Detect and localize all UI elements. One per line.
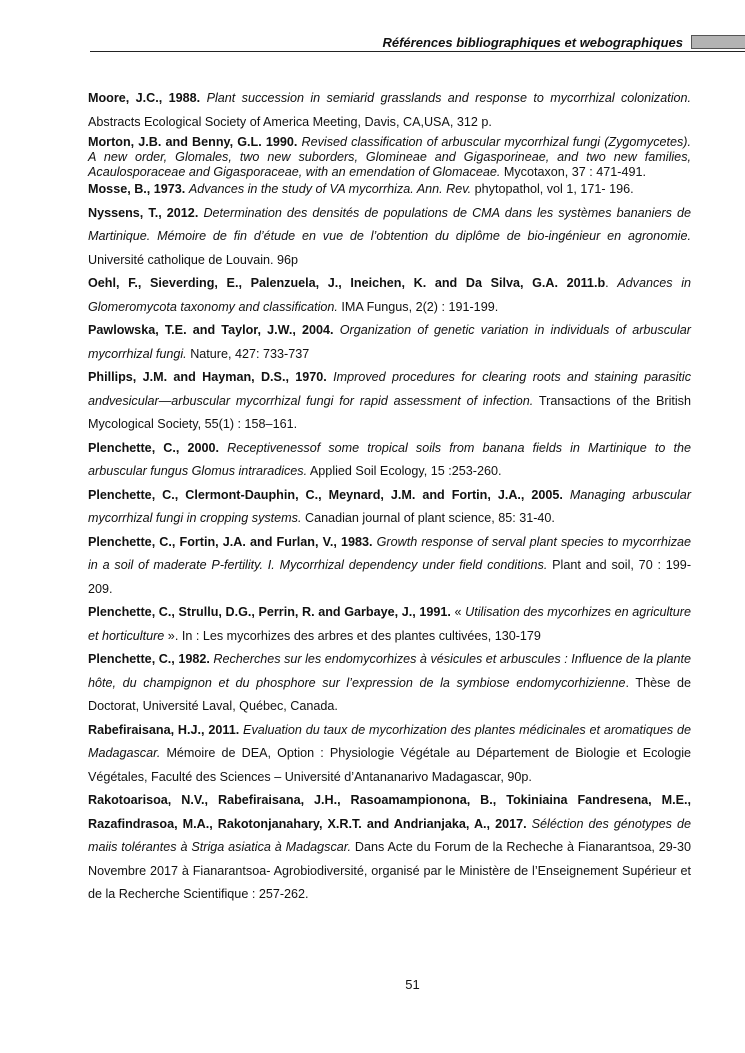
reference-entry <box>88 789 691 907</box>
reference-source: In : Les mycorhizes des arbres et des plantes cultivées, 130-179 <box>181 628 541 643</box>
reference-entry <box>88 202 691 273</box>
reference-authors: Pawlowska, T.E. and Taylor, J.W., 2004. <box>88 323 334 337</box>
reference-title-end: . <box>625 675 636 690</box>
reference-list <box>88 87 691 907</box>
reference-title: Improved procedures for clearing roots and staining parasitic andvesicular—arbuscular mycorrhizal fungi for rapid assessment of infection. <box>88 370 692 408</box>
reference-entry <box>88 531 691 602</box>
reference-authors: Plenchette, C., Fortin, J.A. and Furlan, V., 1983. <box>88 534 373 549</box>
reference-source: Canadian journal of plant science, 85: 31-40. <box>304 511 555 525</box>
reference-source: Mycotaxon, 37 : 471-491. <box>503 165 646 179</box>
reference-source: Mémoire de DEA, Option : Physiologie Végétale au Département de Biologie et Ecologie Végétales, Faculté des Sciences – Université d’Antananarivo Madagascar, 90p. <box>88 746 692 784</box>
reference-title: Receptivenessof some tropical soils from banana fields in Martinique to the arbuscular fungus Glomus intraradices. <box>88 440 692 478</box>
reference-authors: Plenchette, C., 1982. <box>88 652 210 666</box>
reference-entry <box>88 135 691 180</box>
reference-quote-close: ». <box>164 628 182 643</box>
reference-authors: Oehl, F., Sieverding, E., Palenzuela, J., Ineichen, K. and Da Silva, G.A. 2011.b <box>88 276 606 290</box>
reference-source: Dans Acte du Forum de la Recheche à Fianarantsoa, 29-30 Novembre 2017 à Fianarantsoa- Agrobiodiversité, organisé par le Ministère de l’Enseignement Supérieur et de la Recherche Scientifique : 257-262. <box>88 840 691 901</box>
reference-title: Determination des densités de populations de CMA dans les systèmes bananiers de Martinique. Mémoire de fin d’étude en vue de l’obtention du diplôme de bio-ingénieur en agronomie. <box>88 205 692 243</box>
header-tab-decoration <box>691 35 745 49</box>
page-number: 51 <box>405 977 420 992</box>
reference-authors: Phillips, J.M. and Hayman, D.S., 1970. <box>88 370 327 384</box>
reference-title: Evaluation du taux de mycorhization des plantes médicinales et aromatiques de Madagascar. <box>88 722 691 760</box>
reference-source: Applied Soil Ecology, 15 :253-260. <box>309 464 502 478</box>
reference-source: phytopathol, vol 1, 171- 196. <box>474 182 634 196</box>
reference-entry <box>88 87 691 134</box>
reference-entry <box>88 319 691 366</box>
reference-entry <box>88 648 691 719</box>
reference-entry <box>88 272 691 319</box>
reference-source: Abstracts Ecological Society of America Meeting, Davis, CA,USA, 312 p. <box>88 114 492 129</box>
reference-source: IMA Fungus, 2(2) : 191-199. <box>341 299 499 314</box>
reference-entry <box>88 178 691 202</box>
reference-title: Utilisation des mycorhizes en agriculture et horticulture <box>88 605 691 643</box>
reference-quote-open: « <box>454 605 466 619</box>
reference-authors: Plenchette, C., Clermont-Dauphin, C., Meynard, J.M. and Fortin, J.A., 2005. <box>88 487 563 502</box>
reference-entry <box>88 484 691 531</box>
reference-source: Transactions of the British Mycological Society, 55(1) : 158–161. <box>88 393 691 431</box>
reference-title: Organization of genetic variation in individuals of arbuscular mycorrhizal fungi. <box>88 323 692 361</box>
reference-source: Plant and soil, 70 : 199-209. <box>88 558 692 596</box>
reference-entry <box>88 719 691 790</box>
header-title: Références bibliographiques et webographiques <box>382 35 683 50</box>
reference-title: Recherches sur les endomycorhizes à vésicules et arbuscules : Influence de la plante hôte, du champignon et du phosphore sur l’expression de la symbiose endomycorhizienne <box>88 652 692 690</box>
reference-authors: Nyssens, T., 2012. <box>88 205 199 220</box>
reference-authors: Rabefiraisana, H.J., 2011. <box>88 722 240 737</box>
reference-authors: Mosse, B., 1973. <box>88 182 186 196</box>
reference-authors: Plenchette, C., 2000. <box>88 440 219 455</box>
reference-authors: Plenchette, C., Strullu, D.G., Perrin, R. and Garbaye, J., 1991. <box>88 605 451 619</box>
reference-source: Université catholique de Louvain. 96p <box>88 252 299 267</box>
reference-title: Managing arbuscular mycorrhizal fungi in cropping systems. <box>88 487 692 525</box>
reference-source: Nature, 427: 733-737 <box>190 346 310 361</box>
header-rule <box>90 51 745 52</box>
reference-title: Growth response of serval plant species to mycorrhizae in a soil of maderate P-fertility. I. Mycorrhizal dependency under field conditions. <box>88 534 692 572</box>
reference-separator: . <box>605 276 618 290</box>
reference-authors: Moore, J.C., 1988. <box>88 91 201 105</box>
reference-authors: Rakotoarisoa, N.V., Rabefiraisana, J.H., Rasoamampionona, B., Tokiniaina Fandresena, M.E., Razafindrasoa, M.A., Rakotonjanahary, X.R.T. and Andrianjaka, A., 2017. <box>88 793 691 831</box>
reference-title: Revised classification of arbuscular mycorrhizal fungi (Zygomycetes). A new order, Glomales, two new suborders, Glomineae and Gigasporineae, and two new families, Acaulosporaceae and Gigasporaceae, with an emendation of Glomaceae. <box>88 135 691 179</box>
reference-title: Advances in Glomeromycota taxonomy and classification. <box>88 276 691 314</box>
reference-source: Thèse de Doctorat, Université Laval, Québec, Canada. <box>88 675 691 713</box>
reference-entry <box>88 366 691 437</box>
reference-authors: Morton, J.B. and Benny, G.L. 1990. <box>88 135 298 149</box>
reference-entry <box>88 601 691 648</box>
reference-entry <box>88 437 691 484</box>
reference-title: Plant succession in semiarid grasslands and response to mycorrhizal colonization. <box>206 91 692 105</box>
reference-title: Séléction des génotypes de maiis tolérantes à Striga asiatica à Madagscar. <box>88 816 692 854</box>
reference-title: Advances in the study of VA mycorrhiza. Ann. Rev. <box>188 182 472 196</box>
